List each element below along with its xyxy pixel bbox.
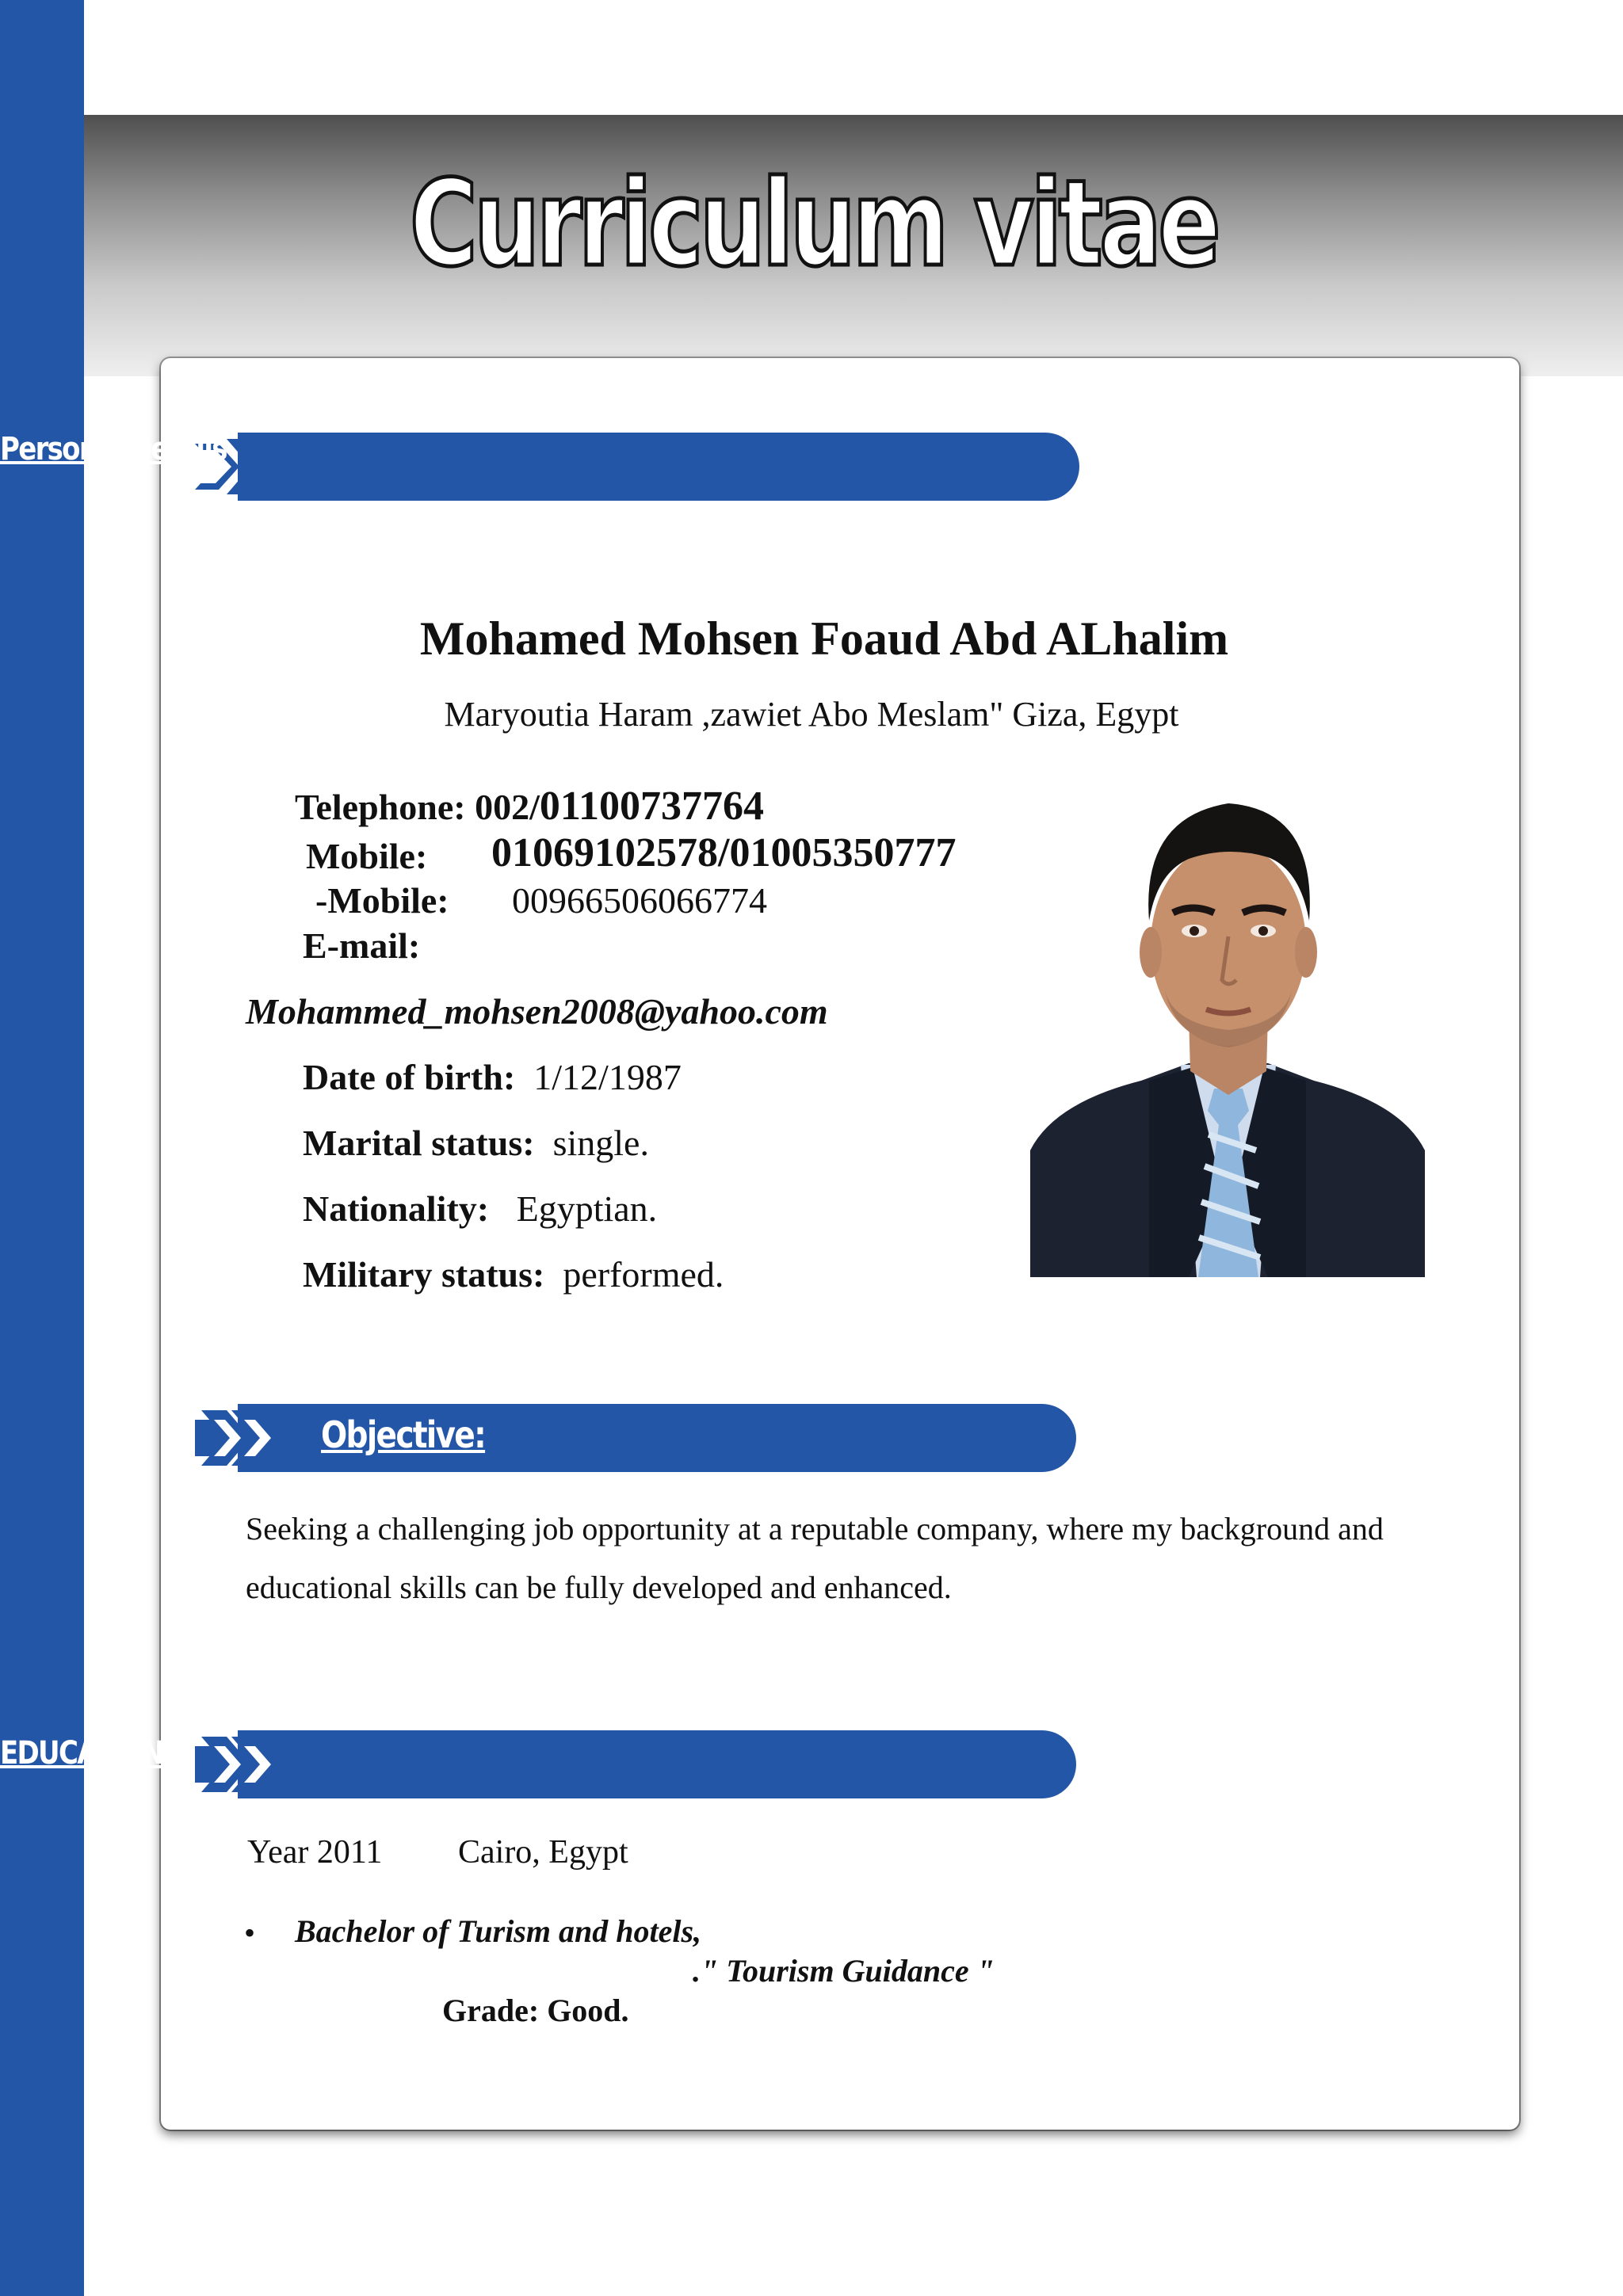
education-place: Cairo, Egypt: [458, 1834, 628, 1871]
marital-row: [303, 1122, 649, 1164]
personal-details-label: Personal Details: [0, 431, 227, 467]
education-section-bar: [238, 1730, 1076, 1798]
dob-row: [303, 1056, 682, 1098]
dob-value: 1/12/1987: [533, 1057, 682, 1097]
objective-text-line2: educational skills can be fully developed and enhanced.: [246, 1569, 952, 1605]
objective-text-line1: Seeking a challenging job opportunity at a reputable company, where my background and: [246, 1511, 1384, 1547]
dob-label: Date of birth:: [303, 1057, 516, 1097]
personal-section-bar: [238, 433, 1079, 501]
address: Maryoutia Haram ,zawiet Abo Meslam" Giza, Egypt: [444, 695, 1179, 734]
telephone-label: Telephone:: [295, 787, 466, 827]
education-major: ." Tourism Guidance ": [693, 1953, 995, 1989]
candidate-name: Mohamed Mohsen Foaud Abd ALhalim: [419, 612, 1229, 665]
education-label: EDUCATION: [0, 1735, 163, 1772]
education-degree: Bachelor of Turism and hotels,: [295, 1913, 702, 1949]
telephone-row: [295, 783, 764, 830]
profile-photo: [1030, 786, 1425, 1277]
mobile-value: 01069102578/01005350777: [491, 830, 957, 875]
double-chevron-icon: [195, 1730, 282, 1798]
marital-value: single.: [552, 1123, 649, 1163]
email-value: Mohammed_mohsen2008@yahoo.com: [246, 991, 828, 1032]
left-accent-bar: [0, 0, 84, 2296]
double-chevron-icon: [195, 1404, 282, 1472]
military-row: [303, 1253, 724, 1295]
marital-label: Marital status:: [303, 1123, 535, 1163]
education-grade: Grade: Good.: [442, 1993, 629, 2028]
mobile2-value: 00966506066774: [512, 880, 767, 921]
page-title: Curriculum vitae: [409, 155, 1217, 293]
mobile-label: Mobile:: [306, 836, 428, 876]
nationality-row: [303, 1188, 657, 1230]
bullet-icon: •: [244, 1915, 256, 1951]
military-value: performed.: [563, 1254, 724, 1295]
nationality-value: Egyptian.: [516, 1188, 658, 1229]
mobile2-label: -Mobile:: [315, 880, 449, 921]
education-year: Year 2011: [247, 1834, 383, 1871]
telephone-value: 01100737764: [539, 784, 764, 829]
objective-title: Objective:: [321, 1413, 486, 1456]
telephone-prefix: 002/: [475, 787, 540, 827]
nationality-label: Nationality:: [303, 1188, 490, 1229]
email-label: E-mail:: [303, 925, 421, 966]
military-label: Military status:: [303, 1254, 545, 1295]
